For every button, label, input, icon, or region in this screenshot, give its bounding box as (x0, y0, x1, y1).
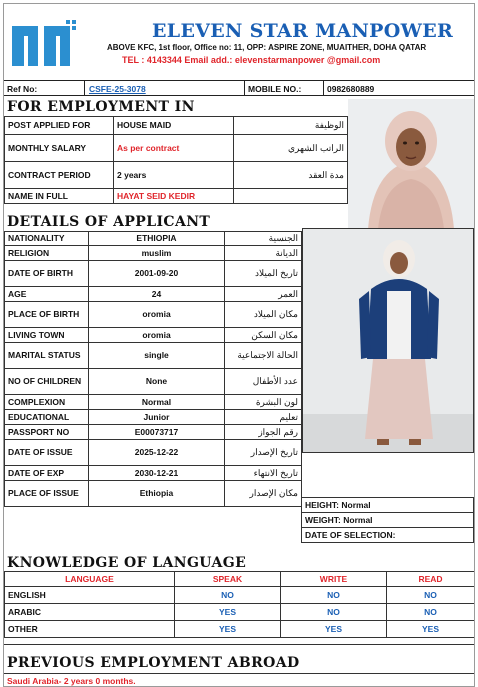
employment-value: HOUSE MAID (114, 117, 234, 135)
applicant-row (5, 328, 302, 343)
applicant-arabic-label: العمر (225, 287, 302, 302)
weight-value: WEIGHT: Normal (302, 513, 474, 528)
applicant-value: 2001-09-20 (89, 261, 225, 287)
employment-label: CONTRACT PERIOD (5, 162, 114, 189)
applicant-label: RELIGION (5, 246, 89, 261)
applicant-row (5, 287, 302, 302)
physical-details-table (301, 497, 474, 543)
applicant-label: MARITAL STATUS (5, 343, 89, 369)
applicant-row (5, 246, 302, 261)
section-language-heading: KNOWLEDGE OF LANGUAGE (7, 555, 247, 571)
applicant-value: 24 (89, 287, 225, 302)
applicant-value: None (89, 369, 225, 395)
employment-label: NAME IN FULL (5, 189, 114, 204)
applicant-row (5, 481, 302, 507)
applicant-arabic-label: مكان الإصدار (225, 481, 302, 507)
applicant-arabic-label: مكان الميلاد (225, 302, 302, 328)
applicant-value: single (89, 343, 225, 369)
language-row (5, 587, 475, 604)
employment-arabic-label (234, 189, 348, 204)
applicant-row (5, 410, 302, 425)
applicant-label: COMPLEXION (5, 395, 89, 410)
applicant-row (5, 395, 302, 410)
ref-label: Ref No: (7, 84, 38, 94)
applicant-row (5, 261, 302, 287)
employment-arabic-label: الوظيفة (234, 117, 348, 135)
applicant-value: 2025-12-22 (89, 440, 225, 466)
applicant-arabic-label: لون البشرة (225, 395, 302, 410)
height-value: HEIGHT: Normal (302, 498, 474, 513)
applicant-value: oromia (89, 302, 225, 328)
company-contact: TEL : 4143344 Email add.: elevenstarmanpower @gmail.com (122, 55, 381, 65)
section-applicant-heading: DETAILS OF APPLICANT (7, 214, 211, 230)
language-read-value: NO (387, 587, 475, 604)
applicant-label: EDUCATIONAL (5, 410, 89, 425)
language-write-value: NO (281, 604, 387, 621)
applicant-label: PLACE OF BIRTH (5, 302, 89, 328)
applicant-label: DATE OF ISSUE (5, 440, 89, 466)
company-address: ABOVE KFC, 1st floor, Office no: 11, OPP: ASPIRE ZONE, MUAITHER, DOHA QATAR (107, 43, 427, 52)
applicant-arabic-label: تاريخ الإصدار (225, 440, 302, 466)
applicant-headshot-photo (348, 99, 474, 229)
applicant-row (5, 369, 302, 395)
applicant-row (5, 466, 302, 481)
applicant-label: AGE (5, 287, 89, 302)
language-speak-value: YES (175, 604, 281, 621)
applicant-label: NO OF CHILDREN (5, 369, 89, 395)
applicant-arabic-label: تاريخ الانتهاء (225, 466, 302, 481)
language-write-value: NO (281, 587, 387, 604)
employment-row (5, 189, 348, 204)
employment-row (5, 135, 348, 162)
applicant-value: Ethiopia (89, 481, 225, 507)
reference-row (4, 80, 474, 96)
language-name: ENGLISH (5, 587, 175, 604)
applicant-value: E00073717 (89, 425, 225, 440)
language-name: OTHER (5, 621, 175, 638)
employment-row (5, 162, 348, 189)
applicant-full-photo (302, 228, 474, 453)
company-logo (12, 18, 80, 72)
employment-row (5, 117, 348, 135)
language-read-value: YES (387, 621, 475, 638)
language-write-value: YES (281, 621, 387, 638)
language-speak-value: NO (175, 587, 281, 604)
applicant-label: LIVING TOWN (5, 328, 89, 343)
applicant-arabic-label: الديانة (225, 246, 302, 261)
employment-value: As per contract (114, 135, 234, 162)
applicant-value: ETHIOPIA (89, 232, 225, 246)
selection-date: DATE OF SELECTION: (302, 528, 474, 543)
applicant-arabic-label: تعليم (225, 410, 302, 425)
language-header-cell: READ (387, 572, 475, 587)
employment-arabic-label: مدة العقد (234, 162, 348, 189)
language-header-cell: LANGUAGE (5, 572, 175, 587)
company-name: ELEVEN STAR MANPOWER (152, 20, 454, 42)
applicant-label: DATE OF BIRTH (5, 261, 89, 287)
applicant-row (5, 302, 302, 328)
language-name: ARABIC (5, 604, 175, 621)
applicant-label: PLACE OF ISSUE (5, 481, 89, 507)
language-read-value: NO (387, 604, 475, 621)
applicant-value: Junior (89, 410, 225, 425)
employment-label: MONTHLY SALARY (5, 135, 114, 162)
employment-label: POST APPLIED FOR (5, 117, 114, 135)
applicant-label: PASSPORT NO (5, 425, 89, 440)
applicant-value: muslim (89, 246, 225, 261)
applicant-label: NATIONALITY (5, 232, 89, 246)
section-employment-heading: FOR EMPLOYMENT IN (7, 99, 195, 115)
language-header-cell: SPEAK (175, 572, 281, 587)
applicant-row (5, 440, 302, 466)
language-row (5, 604, 475, 621)
employment-value: 2 years (114, 162, 234, 189)
company-header (4, 4, 474, 78)
applicant-arabic-label: عدد الأطفال (225, 369, 302, 395)
mobile-value: 0982680889 (327, 84, 375, 94)
applicant-arabic-label: تاريخ الميلاد (225, 261, 302, 287)
applicant-arabic-label: رقم الجواز (225, 425, 302, 440)
ref-value: CSFE-25-3078 (89, 84, 146, 94)
applicant-label: DATE OF EXP (5, 466, 89, 481)
employment-table (4, 116, 348, 204)
language-table (4, 571, 475, 638)
applicant-row (5, 232, 302, 246)
applicant-arabic-label: مكان السكن (225, 328, 302, 343)
application-form (3, 3, 475, 687)
language-row (5, 621, 475, 638)
applicant-row (5, 425, 302, 440)
applicant-arabic-label: الحالة الاجتماعية (225, 343, 302, 369)
previous-employment-entry: Saudi Arabia- 2 years 0 months. (7, 676, 136, 686)
previous-employment-section (4, 644, 474, 687)
employment-arabic-label: الراتب الشهري (234, 135, 348, 162)
mobile-label: MOBILE NO.: (248, 84, 302, 94)
applicant-value: Normal (89, 395, 225, 410)
applicant-row (5, 343, 302, 369)
applicant-value: 2030-12-21 (89, 466, 225, 481)
language-header-cell: WRITE (281, 572, 387, 587)
applicant-arabic-label: الجنسية (225, 232, 302, 246)
applicant-value: oromia (89, 328, 225, 343)
language-header-row (5, 572, 475, 587)
applicant-table (4, 231, 302, 507)
language-speak-value: YES (175, 621, 281, 638)
section-previous-heading: PREVIOUS EMPLOYMENT ABROAD (7, 655, 300, 671)
employment-value: HAYAT SEID KEDIR (114, 189, 234, 204)
